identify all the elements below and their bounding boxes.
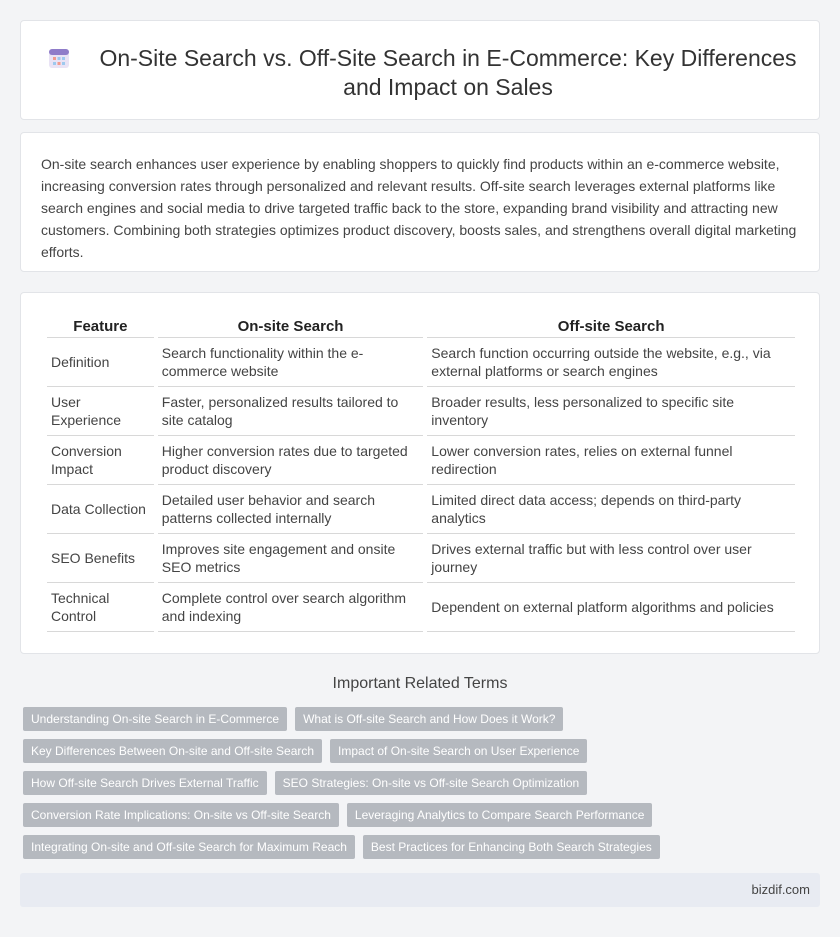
- related-tag[interactable]: Best Practices for Enhancing Both Search Strategies: [363, 835, 660, 859]
- tag-row: [23, 835, 660, 859]
- related-tag[interactable]: Understanding On-site Search in E-Commerce: [23, 707, 287, 731]
- comparison-table: [43, 315, 799, 632]
- off-site-cell: Lower conversion rates, relies on external funnel redirection: [427, 436, 795, 485]
- related-tag[interactable]: How Off-site Search Drives External Traffic: [23, 771, 267, 795]
- related-tag[interactable]: Key Differences Between On-site and Off-site Search: [23, 739, 322, 763]
- off-site-cell: Drives external traffic but with less control over user journey: [427, 534, 795, 583]
- feature-cell: Conversion Impact: [47, 436, 154, 485]
- on-site-cell: Faster, personalized results tailored to site catalog: [158, 387, 424, 436]
- page-title: On-Site Search vs. Off-Site Search in E-Commerce: Key Differences and Impact on Sales: [99, 45, 797, 100]
- tag-row: [23, 771, 587, 795]
- on-site-cell: Search functionality within the e-commerce website: [158, 338, 424, 387]
- table-row: [47, 583, 795, 632]
- intro-paragraph: On-site search enhances user experience by enabling shoppers to quickly find products within an e-commerce website, increasing conversion rates through personalized and relevant results. Off-site search leverages external platforms like search engines and social media to drive targeted traffic back to the store, expanding brand visibility and attracting new customers. Combining both strategies optimizes product discovery, boosts sales, and strengthens overall digital marketing efforts.: [41, 156, 797, 260]
- off-site-cell: Dependent on external platform algorithms and policies: [427, 583, 795, 632]
- footer-brand[interactable]: bizdif.com: [751, 882, 810, 897]
- header-off-site: Off-site Search: [427, 315, 795, 338]
- related-tag[interactable]: Integrating On-site and Off-site Search for Maximum Reach: [23, 835, 355, 859]
- table-row: [47, 485, 795, 534]
- tag-row: [23, 707, 563, 731]
- comparison-card: [20, 292, 820, 654]
- on-site-cell: Complete control over search algorithm and indexing: [158, 583, 424, 632]
- table-header-row: [47, 315, 795, 338]
- table-row: [47, 436, 795, 485]
- feature-cell: User Experience: [47, 387, 154, 436]
- intro-card: [20, 132, 820, 272]
- on-site-cell: Higher conversion rates due to targeted product discovery: [158, 436, 424, 485]
- tag-row: [23, 739, 587, 763]
- table-row: [47, 387, 795, 436]
- off-site-cell: Broader results, less personalized to specific site inventory: [427, 387, 795, 436]
- off-site-cell: Search function occurring outside the website, e.g., via external platforms or search engines: [427, 338, 795, 387]
- table-row: [47, 534, 795, 583]
- feature-cell: Definition: [47, 338, 154, 387]
- header-feature: Feature: [47, 315, 154, 338]
- tag-row: [23, 803, 652, 827]
- on-site-cell: Improves site engagement and onsite SEO metrics: [158, 534, 424, 583]
- related-tag[interactable]: SEO Strategies: On-site vs Off-site Search Optimization: [275, 771, 588, 795]
- on-site-cell: Detailed user behavior and search patterns collected internally: [158, 485, 424, 534]
- related-tag[interactable]: Conversion Rate Implications: On-site vs Off-site Search: [23, 803, 339, 827]
- feature-cell: SEO Benefits: [47, 534, 154, 583]
- feature-cell: Technical Control: [47, 583, 154, 632]
- header-on-site: On-site Search: [158, 315, 424, 338]
- footer: [20, 873, 820, 907]
- off-site-cell: Limited direct data access; depends on third-party analytics: [427, 485, 795, 534]
- table-row: [47, 338, 795, 387]
- title-card: [20, 20, 820, 120]
- related-tag[interactable]: What is Off-site Search and How Does it Work?: [295, 707, 563, 731]
- related-tag[interactable]: Impact of On-site Search on User Experience: [330, 739, 587, 763]
- related-terms-title: Important Related Terms: [332, 675, 508, 692]
- related-tag[interactable]: Leveraging Analytics to Compare Search Performance: [347, 803, 652, 827]
- feature-cell: Data Collection: [47, 485, 154, 534]
